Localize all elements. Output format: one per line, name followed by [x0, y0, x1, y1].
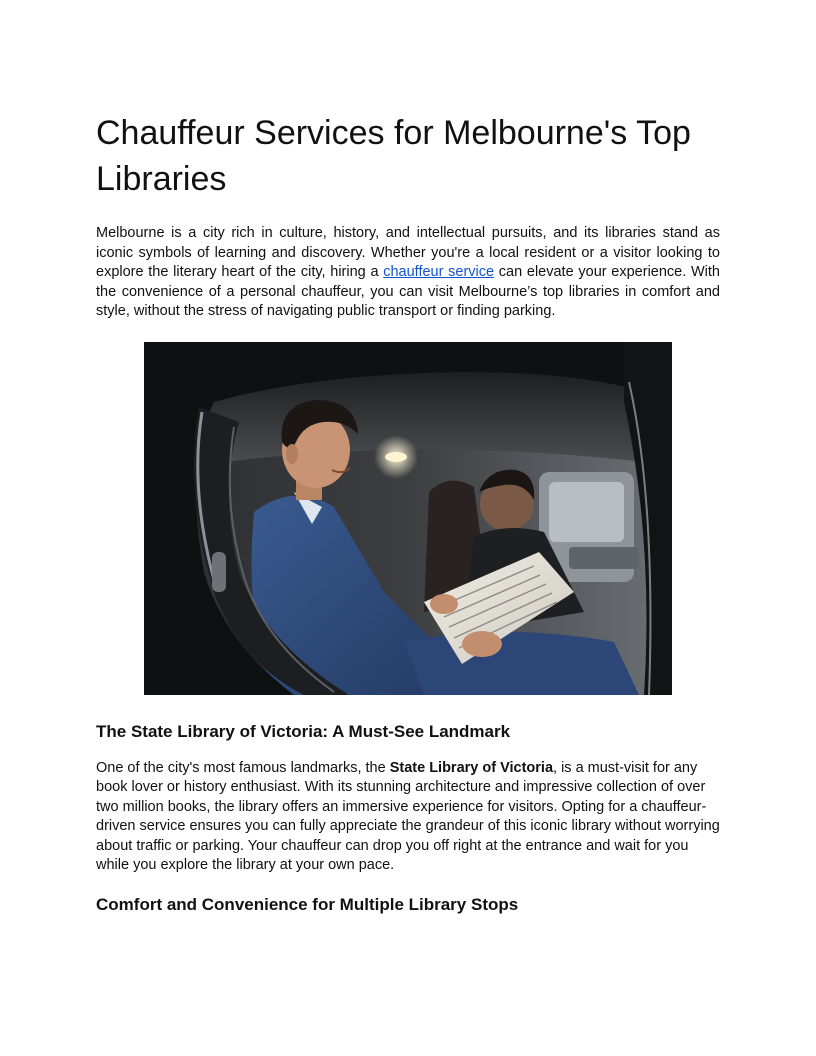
- state-library-text-start: One of the city's most famous landmarks, the: [96, 759, 390, 776]
- intro-text-start: Melbourne is a city rich in culture, history, and intellectual pursuits, and its libraries stand as iconic symbols of learning and discovery. Whether you're a local resident or a visitor looking to explore the literary heart of the city, hiring a: [96, 225, 720, 280]
- page-title: Chauffeur Services for Melbourne's Top Libraries: [96, 114, 691, 198]
- chauffeur-car-photo: [144, 342, 672, 695]
- chauffeur-service-link[interactable]: chauffeur service: [383, 264, 495, 280]
- car-interior-illustration: [144, 342, 672, 695]
- section-heading-state-library: The State Library of Victoria: A Must-See Landmark: [96, 721, 511, 741]
- state-library-name: State Library of Victoria: [389, 759, 554, 776]
- document-page: [96, 110, 720, 916]
- state-library-text-end: , is a must-visit for any book lover or history enthusiast. With its stunning architecture and impressive collection of over two million books, the library offers an immersive experience for visitors. Opting for a chauffeur-driven service ensures you can fully appreciate the grandeur of this iconic library without worrying about traffic or parking. Your chauffeur can drop you off right at the entrance and wait for you while you explore the library at your own pace.: [96, 759, 720, 873]
- intro-paragraph: [96, 224, 720, 322]
- section-heading-multiple-stops: Comfort and Convenience for Multiple Library Stops: [96, 894, 519, 914]
- intro-text-end: can elevate your experience. With the convenience of a personal chauffeur, you can visit Melbourne’s top libraries in comfort and style, without the stress of navigating public transport or finding parking.: [96, 264, 720, 319]
- state-library-paragraph: [96, 759, 720, 876]
